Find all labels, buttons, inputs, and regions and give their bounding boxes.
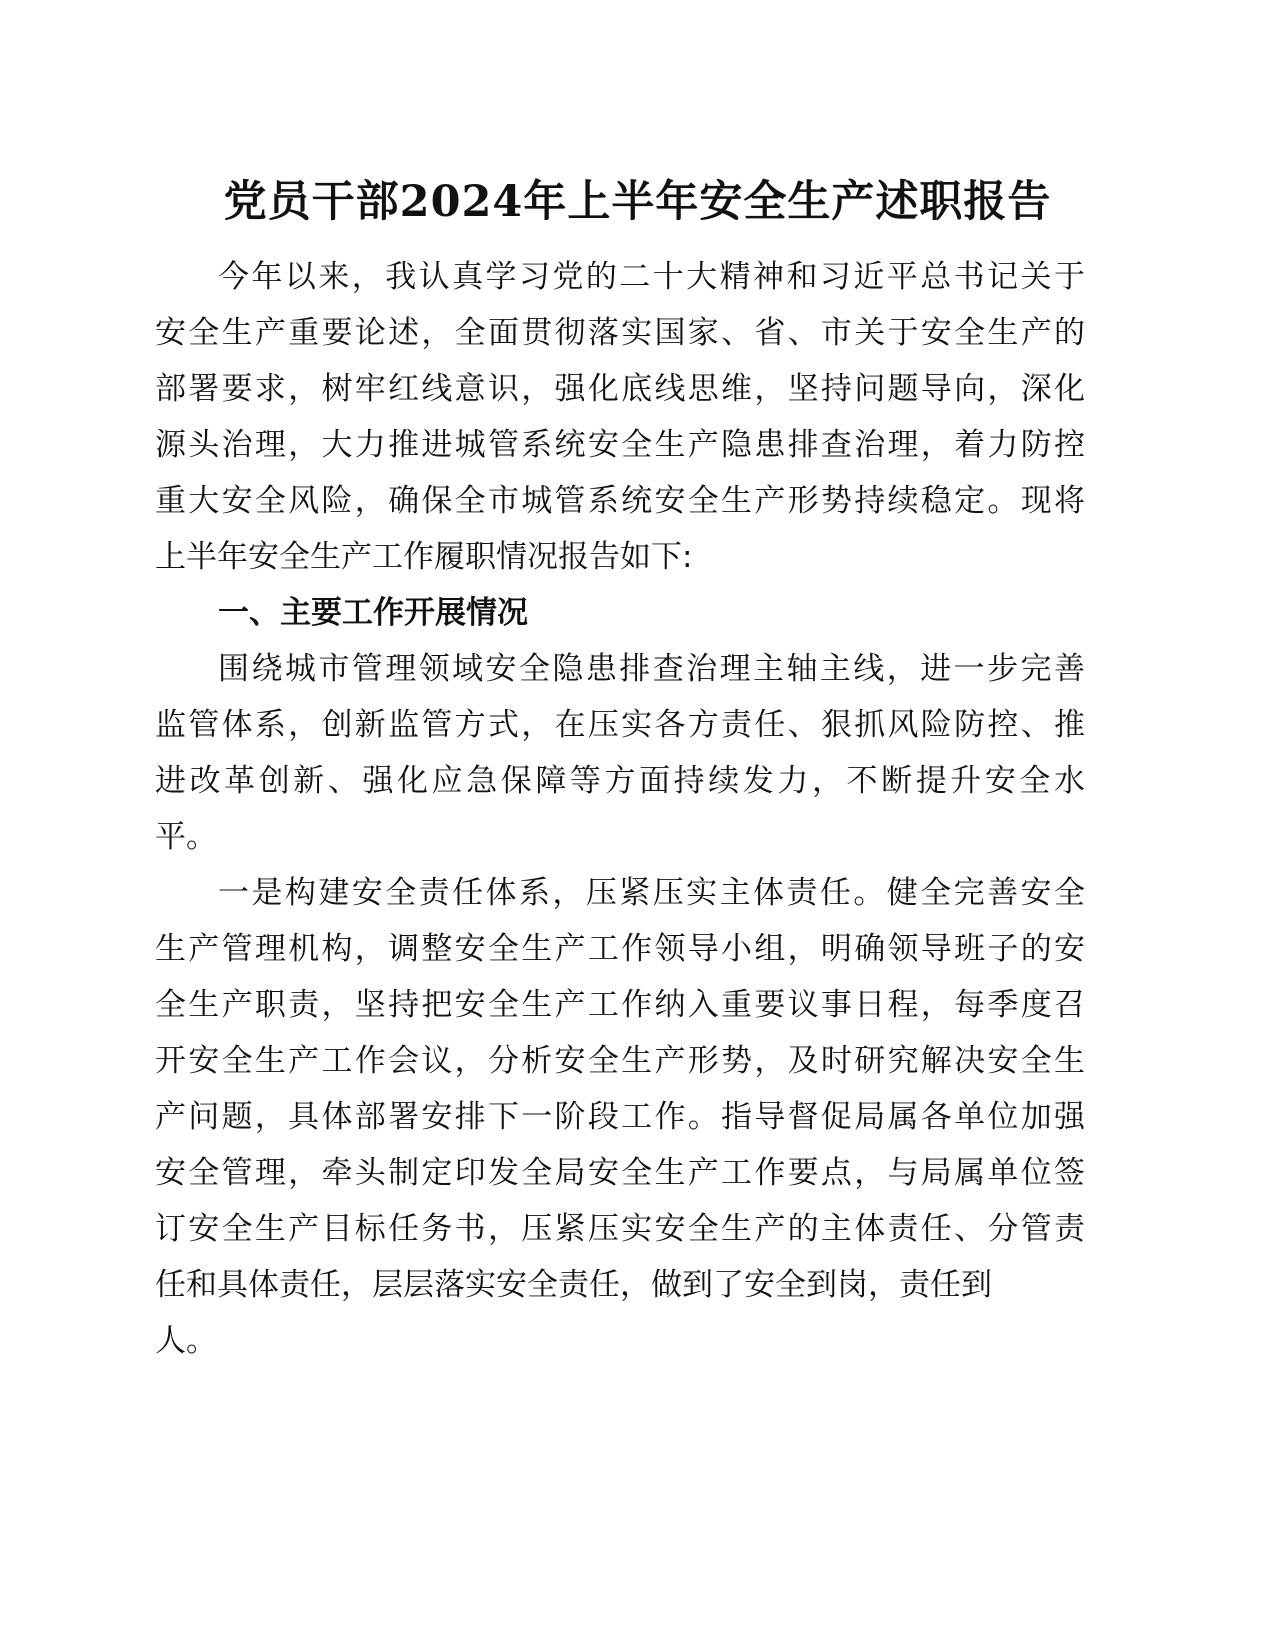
paragraph-line: 围绕城市管理领域安全隐患排查治理主轴主线，进一步完善 (218, 651, 1085, 687)
paragraph-line: 任和具体责任，层层落实安全责任，做到了安全到岗，责任到 (155, 1267, 992, 1303)
paragraph-line: 安全生产重要论述，全面贯彻落实国家、省、市关于安全生产的 (155, 315, 1085, 351)
paragraph-line: 全生产职责，坚持把安全生产工作纳入重要议事日程，每季度召 (155, 987, 1085, 1023)
paragraph-line: 源头治理，大力推进城管系统安全生产隐患排查治理，着力防控 (155, 427, 1085, 463)
paragraph-line: 进改革创新、强化应急保障等方面持续发力，不断提升安全水 (155, 763, 1085, 799)
document-title: 党员干部2024年上半年安全生产述职报告 (223, 177, 1052, 227)
paragraph-line: 产问题，具体部署安排下一阶段工作。指导督促局属各单位加强 (155, 1099, 1085, 1135)
paragraph-line: 今年以来，我认真学习党的二十大精神和习近平总书记关于 (218, 259, 1085, 295)
paragraph-line: 人。 (155, 1323, 217, 1359)
paragraph-line: 安全管理，牵头制定印发全局安全生产工作要点，与局属单位签 (155, 1155, 1085, 1191)
paragraph-line: 开安全生产工作会议，分析安全生产形势，及时研究解决安全生 (155, 1043, 1085, 1079)
paragraph-line: 上半年安全生产工作履职情况报告如下: (155, 539, 693, 575)
paragraph-line: 订安全生产目标任务书，压紧压实安全生产的主体责任、分管责 (155, 1211, 1085, 1247)
paragraph-line: 重大安全风险，确保全市城管系统安全生产形势持续稳定。现将 (155, 483, 1085, 519)
paragraph-line: 平。 (155, 819, 217, 855)
paragraph-line: 监管体系，创新监管方式，在压实各方责任、狠抓风险防控、推 (155, 707, 1085, 743)
paragraph-line: 一是构建安全责任体系，压紧压实主体责任。健全完善安全 (218, 875, 1085, 911)
paragraph-line: 部署要求，树牢红线意识，强化底线思维，坚持问题导向，深化 (155, 371, 1085, 407)
section-heading: 一、主要工作开展情况 (218, 595, 528, 631)
paragraph-line: 生产管理机构，调整安全生产工作领导小组，明确领导班子的安 (155, 931, 1085, 967)
